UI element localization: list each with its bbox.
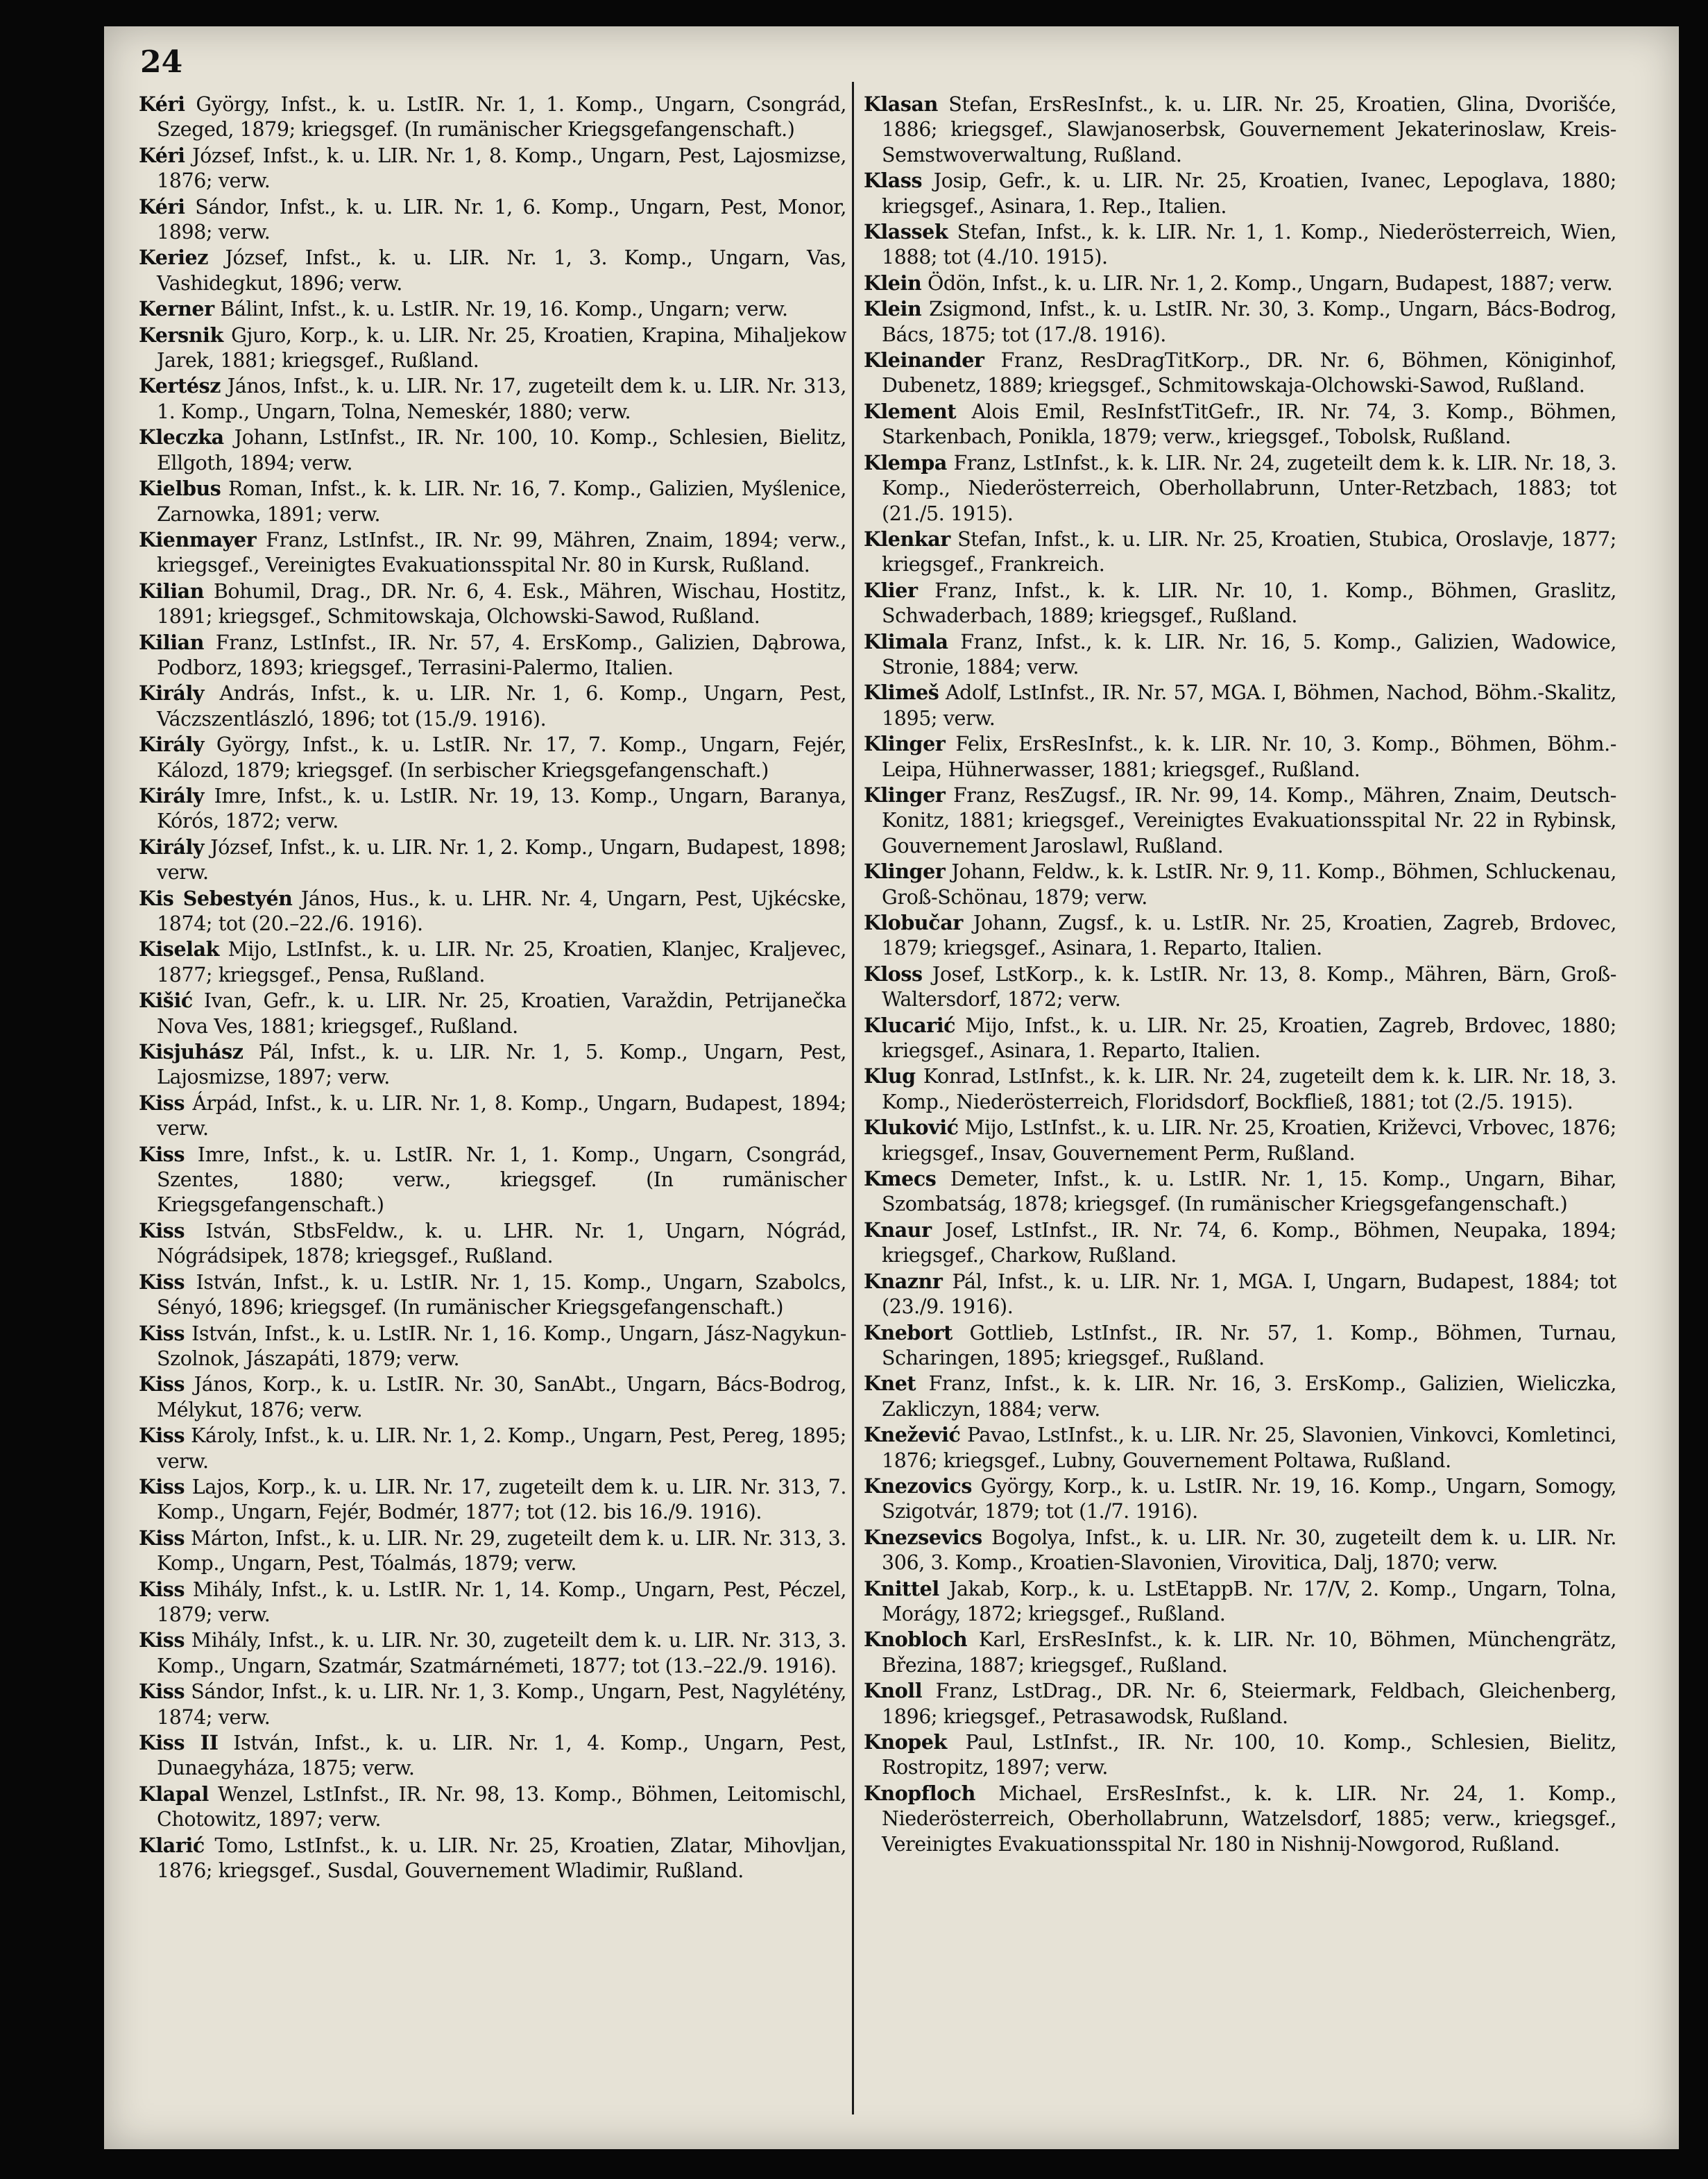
register-entry (139, 527, 846, 579)
entry-surname: Kersnik (139, 323, 223, 347)
entry-details: Franz, LstInfst., IR. Nr. 57, 4. ErsKomp., Galizien, Dąbrowa, Podborz, 1893; kriegsgef., Terrasini-Palermo, Italien. (157, 631, 846, 679)
entry-surname: Klimala (864, 629, 948, 653)
register-entry (139, 1142, 846, 1218)
entry-details: Karl, ErsResInfst., k. k. LIR. Nr. 10, Böhmen, Münchengrätz, Březina, 1887; kriegsgef., Rußland. (882, 1628, 1616, 1677)
register-entry (864, 1115, 1616, 1166)
register-entry (864, 1063, 1616, 1115)
register-entry (864, 1678, 1616, 1729)
entry-details: József, Infst., k. u. LIR. Nr. 1, 2. Komp., Ungarn, Budapest, 1898; verw. (157, 835, 846, 885)
entry-details: Michael, ErsResInfst., k. k. LIR. Nr. 24, 1. Komp., Niederösterreich, Oberhollabrunn, Watzelsdorf, 1885; verw., kriegsgef., Vereinigtes Evakuationsspital Nr. 180 in Nishnij-Nowgorod, Rußland. (882, 1781, 1616, 1856)
register-entry (139, 681, 846, 732)
entry-details: József, Infst., k. u. LIR. Nr. 1, 3. Komp., Ungarn, Vas, Vashidegkut, 1896; verw. (157, 246, 846, 295)
register-entry (139, 245, 846, 296)
entry-surname: Klassek (864, 220, 948, 244)
register-entry (139, 1679, 846, 1730)
entry-surname: Kiss (139, 1142, 185, 1166)
entry-details: Franz, ResZugsf., IR. Nr. 99, 14. Komp., Mähren, Znaim, Deutsch-Konitz, 1881; kriegsgef., Vereinigtes Evakuationsspital Nr. 22 in Rybinsk, Gouvernement Jaroslawl, Rußland. (882, 783, 1616, 857)
entry-surname: Keriez (139, 246, 209, 270)
entry-details: György, Korp., k. u. LstIR. Nr. 19, 16. Komp., Ungarn, Somogy, Szigotvár, 1879; tot (1./7. 1916). (882, 1474, 1616, 1523)
entry-surname: Kiss (139, 1091, 185, 1115)
entry-surname: Kiss (139, 1218, 185, 1242)
entry-details: Károly, Infst., k. u. LIR. Nr. 1, 2. Komp., Ungarn, Pest, Pereg, 1895; verw. (157, 1424, 846, 1473)
entry-details: István, Infst., k. u. LstIR. Nr. 1, 16. Komp., Ungarn, Jász-Nagykun-Szolnok, Jászapáti, 1879; verw. (157, 1322, 846, 1370)
register-entry (864, 910, 1616, 962)
entry-details: Zsigmond, Infst., k. u. LstIR. Nr. 30, 3. Komp., Ungarn, Bács-Bodrog, Bács, 1875; tot (17./8. 1916). (882, 298, 1616, 346)
entry-surname: Klasan (864, 92, 938, 116)
entry-surname: Knežević (864, 1423, 961, 1447)
entry-details: József, Infst., k. u. LIR. Nr. 1, 8. Komp., Ungarn, Pest, Lajosmizse, 1876; verw. (157, 144, 846, 193)
entry-details: István, Infst., k. u. LIR. Nr. 1, 4. Komp., Ungarn, Pest, Dunaegyháza, 1875; verw. (157, 1732, 846, 1780)
register-entry (864, 450, 1616, 527)
entry-details: János, Infst., k. u. LIR. Nr. 17, zugeteilt dem k. u. LIR. Nr. 313, 1. Komp., Ungarn, Tolna, Nemeskér, 1880; verw. (157, 375, 846, 423)
entry-details: Josef, LstInfst., IR. Nr. 74, 6. Komp., Böhmen, Neupaka, 1894; kriegsgef., Charkow, Rußland. (882, 1218, 1616, 1267)
entry-details: János, Hus., k. u. LHR. Nr. 4, Ungarn, Pest, Ujkécske, 1874; tot (20.–22./6. 1916). (157, 887, 846, 935)
entry-surname: Klapal (139, 1781, 209, 1806)
register-entry (864, 1576, 1616, 1627)
entry-surname: Knezovics (864, 1473, 973, 1498)
entry-details: Bálint, Infst., k. u. LstIR. Nr. 19, 16. Komp., Ungarn; verw. (214, 298, 788, 321)
register-entry (139, 373, 846, 425)
entry-details: Sándor, Infst., k. u. LIR. Nr. 1, 6. Komp., Ungarn, Pest, Monor, 1898; verw. (157, 195, 846, 244)
entry-details: Stefan, ErsResInfst., k. u. LIR. Nr. 25, Kroatien, Glina, Dvorišće, 1886; kriegsgef., Slawjanoserbsk, Gouvernement Jekaterinoslaw, Kreis-Semstwoverwaltung, Rußland. (882, 93, 1616, 166)
register-entry (864, 527, 1616, 578)
register-entry (864, 1166, 1616, 1217)
entry-surname: Klinger (864, 732, 946, 756)
register-entry (139, 1321, 846, 1372)
register-entry (139, 835, 846, 886)
entry-surname: Knaur (864, 1217, 932, 1242)
register-entry (139, 296, 846, 322)
register-entry (139, 92, 846, 143)
register-entry (864, 1013, 1616, 1064)
register-entry (139, 783, 846, 835)
entry-details: Lajos, Korp., k. u. LIR. Nr. 17, zugeteilt dem k. u. LIR. Nr. 313, 7. Komp., Ungarn, Fejér, Bodmér, 1877; tot (12. bis 16./9. 1916). (157, 1475, 846, 1524)
register-entry (864, 219, 1616, 271)
entry-surname: Kiselak (139, 937, 220, 962)
entry-details: Franz, LstInfst., k. k. LIR. Nr. 24, zugeteilt dem k. k. LIR. Nr. 18, 3. Komp., Niederösterreich, Oberhollabrunn, Unter-Retzbach, 1883; tot (21./5. 1915). (882, 451, 1616, 525)
entry-surname: Klier (864, 578, 918, 602)
entry-surname: Kmecs (864, 1167, 937, 1191)
entry-surname: Kielbus (139, 477, 221, 501)
entry-details: György, Infst., k. u. LstIR. Nr. 17, 7. Komp., Ungarn, Fejér, Kálozd, 1879; kriegsgef. (In serbischer Kriegsgefangenschaft.) (157, 733, 846, 782)
entry-surname: Klenkar (864, 527, 950, 551)
entry-details: Alois Emil, ResInfstTitGefr., IR. Nr. 74, 3. Komp., Böhmen, Starkenbach, Ponikla, 1879; verw., kriegsgef., Tobolsk, Rußland. (882, 400, 1616, 449)
entry-details: Franz, Infst., k. k. LIR. Nr. 10, 1. Komp., Böhmen, Graslitz, Schwaderbach, 1889; kriegsgef., Rußland. (882, 579, 1616, 628)
entry-details: Pál, Infst., k. u. LIR. Nr. 1, 5. Komp., Ungarn, Pest, Lajosmizse, 1897; verw. (157, 1041, 846, 1089)
entry-surname: Klein (864, 271, 922, 295)
entry-surname: Kisjuhász (139, 1040, 244, 1064)
register-entry (139, 630, 846, 681)
entry-surname: Kluković (864, 1116, 959, 1140)
entry-details: Demeter, Infst., k. u. LstIR. Nr. 1, 15. Komp., Ungarn, Bihar, Szombatság, 1878; kriegsgef. (In rumänischer Kriegsgefangenschaft.) (882, 1168, 1616, 1216)
entry-surname: Kiss (139, 1270, 185, 1294)
entry-details: Josip, Gefr., k. u. LIR. Nr. 25, Kroatien, Ivanec, Lepoglava, 1880; kriegsgef., Asinara, 1. Rep., Italien. (882, 169, 1616, 218)
register-entry (864, 680, 1616, 731)
register-entry (139, 1091, 846, 1142)
register-entry (139, 1270, 846, 1321)
entry-surname: Király (139, 733, 205, 757)
entry-details: Franz, ResDragTitKorp., DR. Nr. 6, Böhmen, Königinhof, Dubenetz, 1889; kriegsgef., Schmitowskaja-Olchowski-Sawod, Rußland. (882, 349, 1616, 398)
register-entry (139, 988, 846, 1039)
entry-details: Mijo, Infst., k. u. LIR. Nr. 25, Kroatien, Zagreb, Brdovec, 1880; kriegsgef., Asinara, 1. Reparto, Italien. (882, 1014, 1616, 1063)
register-entry (864, 1525, 1616, 1576)
entry-surname: Knobloch (864, 1627, 968, 1652)
entry-details: Mihály, Infst., k. u. LstIR. Nr. 1, 14. Komp., Ungarn, Pest, Péczel, 1879; verw. (157, 1578, 846, 1626)
entry-details: Jakab, Korp., k. u. LstEtappB. Nr. 17/V, 2. Komp., Ungarn, Tolna, Morágy, 1872; kriegsgef., Rußland. (882, 1577, 1616, 1625)
entry-surname: Klement (864, 399, 957, 423)
entry-details: György, Infst., k. u. LstIR. Nr. 1, 1. Komp., Ungarn, Csongrád, Szeged, 1879; kriegsgef. (In rumänischer Kriegsgefangenschaft.) (157, 93, 846, 142)
entry-surname: Klempa (864, 450, 947, 475)
entry-details: Franz, LstInfst., IR. Nr. 99, Mähren, Znaim, 1894; verw., kriegsgef., Vereinigtes Evakuationsspital Nr. 80 in Kursk, Rußland. (157, 528, 846, 577)
entry-surname: Kleinander (864, 348, 984, 373)
register-entry (864, 296, 1616, 348)
entry-surname: Klein (864, 297, 922, 321)
entry-details: Johann, LstInfst., IR. Nr. 100, 10. Komp., Schlesien, Bielitz, Ellgoth, 1894; verw. (157, 426, 846, 475)
register-entry (864, 783, 1616, 859)
entry-details: Roman, Infst., k. k. LIR. Nr. 16, 7. Komp., Galizien, Myślenice, Zarnowka, 1891; verw. (157, 477, 846, 526)
entry-details: Johann, Zugsf., k. u. LstIR. Nr. 25, Kroatien, Zagreb, Brdovec, 1879; kriegsgef., Asinara, 1. Reparto, Italien. (882, 912, 1616, 960)
register-entry (139, 1627, 846, 1679)
entry-details: Gjuro, Korp., k. u. LIR. Nr. 25, Kroatien, Krapina, Mihaljekow Jarek, 1881; kriegsgef., Rußland. (157, 323, 846, 373)
register-entry (139, 1372, 846, 1423)
entry-details: Árpád, Infst., k. u. LIR. Nr. 1, 8. Komp., Ungarn, Budapest, 1894; verw. (157, 1091, 846, 1140)
entry-details: Franz, Infst., k. k. LIR. Nr. 16, 5. Komp., Galizien, Wadowice, Stronie, 1884; verw. (882, 630, 1616, 678)
register-entry (139, 143, 846, 194)
entry-details: Felix, ErsResInfst., k. k. LIR. Nr. 10, 3. Komp., Böhmen, Böhm.-Leipa, Hühnerwasser, 1881; kriegsgef., Rußland. (882, 733, 1616, 781)
entry-details: Wenzel, LstInfst., IR. Nr. 98, 13. Komp., Böhmen, Leitomischl, Chotowitz, 1897; verw. (157, 1782, 846, 1831)
entry-surname: Kis Sebestyén (139, 886, 293, 910)
entry-surname: Knopfloch (864, 1781, 975, 1805)
register-entry (864, 1473, 1616, 1525)
entry-surname: Kiss (139, 1424, 185, 1448)
entry-surname: Klobučar (864, 911, 963, 934)
register-entry (864, 348, 1616, 399)
entry-details: Johann, Feldw., k. k. LstIR. Nr. 9, 11. Komp., Böhmen, Schluckenau, Groß-Schönau, 1879; verw. (882, 860, 1616, 909)
left-column (139, 92, 846, 1883)
right-column (864, 92, 1616, 1857)
entry-surname: Kéri (139, 92, 185, 116)
register-entry (864, 271, 1616, 296)
entry-surname: Kéri (139, 194, 185, 219)
entry-surname: Klucarić (864, 1013, 956, 1037)
entry-surname: Kiss (139, 1526, 185, 1550)
entry-details: Ivan, Gefr., k. u. LIR. Nr. 25, Kroatien, Varaždin, Petrijanečka Nova Ves, 1881; kriegsgef., Rußland. (157, 989, 846, 1038)
entry-details: András, Infst., k. u. LIR. Nr. 1, 6. Komp., Ungarn, Pest, Váczszentlászló, 1896; tot (15./9. 1916). (157, 682, 846, 730)
entry-surname: Kertész (139, 374, 221, 398)
entry-surname: Kiss (139, 1577, 185, 1601)
register-entry (139, 937, 846, 988)
register-entry (864, 962, 1616, 1013)
entry-surname: Kišić (139, 989, 193, 1013)
entry-details: István, Infst., k. u. LstIR. Nr. 1, 15. Komp., Ungarn, Szabolcs, Sényó, 1896; kriegsgef. (In rumänischer Kriegsgefangenschaft.) (157, 1270, 846, 1319)
register-entry (139, 732, 846, 783)
entry-surname: Király (139, 681, 205, 706)
entry-surname: Kloss (864, 962, 923, 986)
register-entry (139, 1577, 846, 1628)
entry-details: Bogolya, Infst., k. u. LIR. Nr. 30, zugeteilt dem k. u. LIR. Nr. 306, 3. Komp., Kroatien-Slavonien, Virovitica, Dalj, 1870; verw. (882, 1526, 1616, 1575)
register-entry (864, 859, 1616, 910)
register-entry (864, 1320, 1616, 1372)
entry-details: Konrad, LstInfst., k. k. LIR. Nr. 24, zugeteilt dem k. k. LIR. Nr. 18, 3. Komp., Niederösterreich, Floridsdorf, Bockfließ, 1881; tot (2./5. 1915). (882, 1065, 1616, 1113)
entry-details: Imre, Infst., k. u. LstIR. Nr. 1, 1. Komp., Ungarn, Csongrád, Szentes, 1880; verw., kriegsgef. (In rumänischer Kriegsgefangenschaft.) (157, 1143, 846, 1217)
register-entry (864, 1781, 1616, 1857)
entry-details: Pál, Infst., k. u. LIR. Nr. 1, MGA. I, Ungarn, Budapest, 1884; tot (23./9. 1916). (882, 1270, 1616, 1319)
entry-surname: Kiss (139, 1372, 185, 1396)
entry-surname: Kiss (139, 1628, 185, 1652)
entry-details: Márton, Infst., k. u. LIR. Nr. 29, zugeteilt dem k. u. LIR. Nr. 313, 3. Komp., Ungarn, Pest, Tóalmás, 1879; verw. (157, 1526, 846, 1575)
register-entry (864, 731, 1616, 783)
page-number: 24 (140, 44, 183, 80)
register-entry (864, 578, 1616, 629)
entry-surname: Kiss (139, 1474, 185, 1498)
entry-details: Tomo, LstInfst., k. u. LIR. Nr. 25, Kroatien, Zlatar, Mihovljan, 1876; kriegsgef., Susdal, Gouvernement Wladimir, Rußland. (157, 1834, 846, 1883)
entry-surname: Klug (864, 1064, 916, 1088)
entry-surname: Klarić (139, 1833, 205, 1857)
entry-details: István, StbsFeldw., k. u. LHR. Nr. 1, Ungarn, Nógrád, Nógrádsipek, 1878; kriegsgef., Rußland. (157, 1219, 846, 1268)
entry-details: Gottlieb, LstInfst., IR. Nr. 57, 1. Komp., Böhmen, Turnau, Scharingen, 1895; kriegsgef., Rußland. (882, 1321, 1616, 1369)
entry-surname: Knaznr (864, 1269, 943, 1293)
entry-surname: Klimeš (864, 681, 939, 705)
register-entry (139, 1423, 846, 1474)
register-entry (139, 579, 846, 630)
entry-details: Josef, LstKorp., k. k. LstIR. Nr. 13, 8. Komp., Mähren, Bärn, Groß-Waltersdorf, 1872; verw. (882, 962, 1616, 1011)
entry-surname: Knebort (864, 1320, 953, 1344)
entry-details: Mihály, Infst., k. u. LIR. Nr. 30, zugeteilt dem k. u. LIR. Nr. 313, 3. Komp., Ungarn, Szatmár, Szatmárnémeti, 1877; tot (13.–22./9. 1916). (157, 1629, 846, 1677)
entry-surname: Klass (864, 169, 923, 193)
entry-surname: Kerner (139, 297, 214, 321)
entry-surname: Knoll (864, 1679, 923, 1703)
register-entry (864, 629, 1616, 681)
entry-surname: Kleczka (139, 425, 224, 450)
register-entry (139, 1474, 846, 1526)
register-entry (139, 323, 846, 374)
entry-surname: Klinger (864, 783, 946, 807)
entry-surname: Klinger (864, 860, 946, 884)
register-entry (139, 1781, 846, 1833)
entry-details: Franz, Infst., k. k. LIR. Nr. 16, 3. ErsKomp., Galizien, Wieliczka, Zakliczyn, 1884; verw. (882, 1372, 1616, 1421)
entry-details: János, Korp., k. u. LstIR. Nr. 30, SanAbt., Ungarn, Bács-Bodrog, Mélykut, 1876; verw. (157, 1373, 846, 1421)
register-entry (864, 1217, 1616, 1269)
register-entry (139, 194, 846, 246)
entry-details: Stefan, Infst., k. k. LIR. Nr. 1, 1. Komp., Niederösterreich, Wien, 1888; tot (4./10. 1915). (882, 221, 1616, 269)
register-entry (139, 476, 846, 527)
entry-surname: Kienmayer (139, 527, 257, 552)
entry-details: Imre, Infst., k. u. LstIR. Nr. 19, 13. Komp., Ungarn, Baranya, Kórós, 1872; verw. (157, 784, 846, 833)
register-entry (864, 1422, 1616, 1473)
document-page (104, 26, 1679, 2149)
register-entry (864, 1729, 1616, 1781)
entry-surname: Kiss (139, 1680, 185, 1704)
register-entry (864, 399, 1616, 450)
register-entry (864, 1269, 1616, 1320)
entry-surname: Knittel (864, 1576, 939, 1600)
entry-details: Bohumil, Drag., DR. Nr. 6, 4. Esk., Mähren, Wischau, Hostitz, 1891; kriegsgef., Schmitowskaja, Olchowski-Sawod, Rußland. (157, 579, 846, 629)
register-entry (864, 168, 1616, 219)
entry-details: Adolf, LstInfst., IR. Nr. 57, MGA. I, Böhmen, Nachod, Böhm.-Skalitz, 1895; verw. (882, 681, 1616, 730)
entry-details: Sándor, Infst., k. u. LIR. Nr. 1, 3. Komp., Ungarn, Pest, Nagylétény, 1874; verw. (157, 1680, 846, 1729)
entry-details: Mijo, LstInfst., k. u. LIR. Nr. 25, Kroatien, Križevci, Vrbovec, 1876; kriegsgef., Insav, Gouvernement Perm, Rußland. (882, 1116, 1616, 1165)
entry-details: Franz, LstDrag., DR. Nr. 6, Steiermark, Feldbach, Gleichenberg, 1896; kriegsgef., Petrasawodsk, Rußland. (882, 1680, 1616, 1728)
entry-details: Ödön, Infst., k. u. LIR. Nr. 1, 2. Komp., Ungarn, Budapest, 1887; verw. (921, 271, 1613, 295)
entry-surname: Kéri (139, 143, 185, 167)
entry-surname: Király (139, 835, 205, 859)
entry-details: Mijo, LstInfst., k. u. LIR. Nr. 25, Kroatien, Klanjec, Kraljevec, 1877; kriegsgef., Pensa, Rußland. (157, 938, 846, 986)
register-entry (139, 1730, 846, 1781)
register-entry (864, 92, 1616, 168)
register-entry (139, 1218, 846, 1270)
register-entry (139, 886, 846, 937)
entry-details: Stefan, Infst., k. u. LIR. Nr. 25, Kroatien, Stubica, Oroslavje, 1877; kriegsgef., Frankreich. (882, 527, 1616, 576)
entry-details: Pavao, LstInfst., k. u. LIR. Nr. 25, Slavonien, Vinkovci, Komletinci, 1876; kriegsgef., Lubny, Gouvernement Poltawa, Rußland. (882, 1424, 1616, 1472)
entry-surname: Király (139, 783, 205, 807)
register-entry (139, 1833, 846, 1884)
entry-surname: Kilian (139, 630, 205, 654)
entry-surname: Kiss II (139, 1731, 219, 1754)
register-entry (139, 1039, 846, 1091)
column-divider (852, 82, 854, 2114)
entry-surname: Knet (864, 1372, 916, 1396)
register-entry (139, 425, 846, 476)
register-entry (864, 1627, 1616, 1678)
register-entry (139, 1526, 846, 1577)
entry-surname: Knopek (864, 1730, 947, 1754)
entry-surname: Kiss (139, 1321, 185, 1345)
register-entry (864, 1371, 1616, 1422)
entry-surname: Knezsevics (864, 1525, 982, 1549)
entry-details: Paul, LstInfst., IR. Nr. 100, 10. Komp., Schlesien, Bielitz, Rostropitz, 1897; verw. (882, 1731, 1616, 1779)
entry-surname: Kilian (139, 579, 205, 603)
